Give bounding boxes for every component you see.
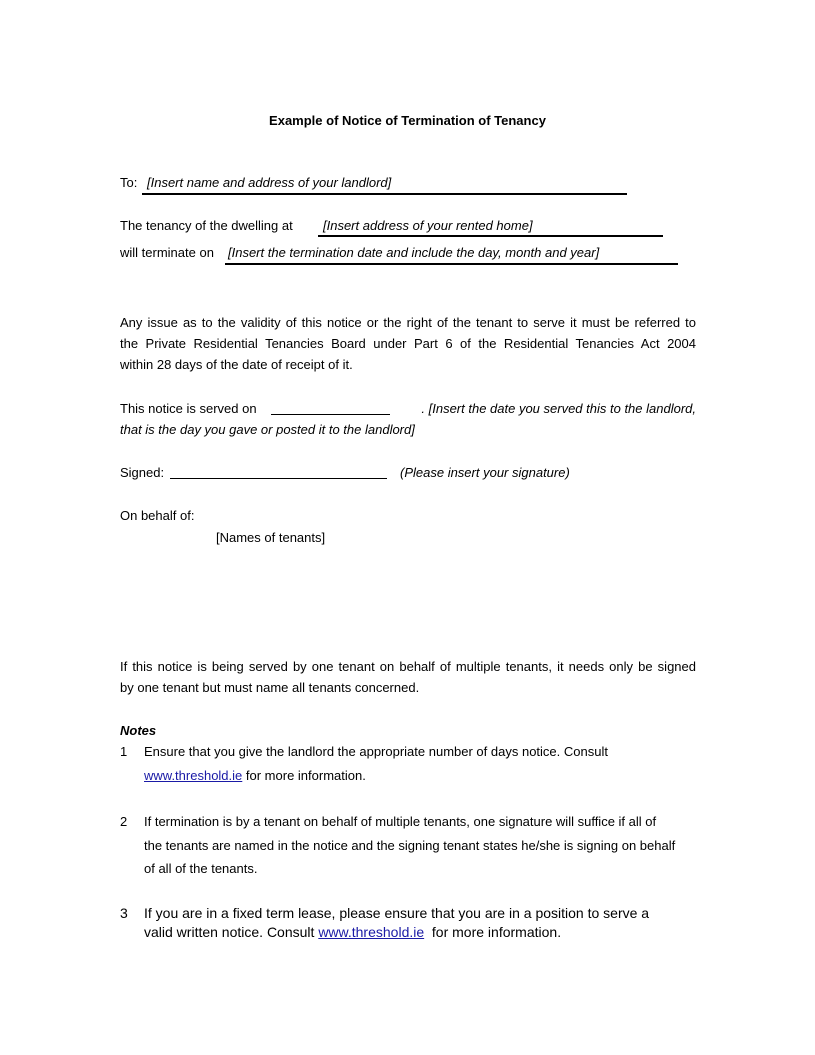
validity-line-1: Any issue as to the validity of this notice or the right of the tenant to serve it must be referred to [120,315,696,330]
note-3-threshold-link[interactable]: www.threshold.ie [318,924,425,940]
note-1-line-2 [144,768,366,784]
terminate-label: will terminate on [120,245,214,260]
to-label: To: [120,175,138,190]
note-3-line-2 [144,923,561,941]
note-1-line-2-rest: for more information. [242,768,366,783]
terminate-placeholder: [Insert the termination date and include the day, month and year] [228,245,600,260]
to-underline [142,193,627,195]
dwelling-label: The tenancy of the dwelling at [120,218,293,233]
signature-blank [170,478,387,479]
note-3-line-2-rest: for more information. [424,924,562,940]
signed-label: Signed: [120,465,165,480]
note-3-number: 3 [120,905,128,921]
behalf-label: On behalf of: [120,508,195,523]
tenants-placeholder: [Names of tenants] [216,530,326,545]
served-note-line-2: that is the day you gave or posted it to the landlord] [120,422,415,437]
dwelling-placeholder: [Insert address of your rented home] [323,218,533,233]
note-3-line-1: If you are in a fixed term lease, please ensure that you are in a position to serve a [144,905,650,921]
note-3-line-2-start: valid written notice. Consult [144,924,319,940]
note-1-number: 1 [120,744,128,759]
signed-note: (Please insert your signature) [400,465,570,480]
note-2-line-3: of all of the tenants. [144,861,258,876]
served-note-line-1: . [Insert the date you served this to the landlord, [421,401,696,416]
multi-line-2: by one tenant but must name all tenants concerned. [120,680,420,695]
terminate-underline [225,263,678,265]
served-date-blank [271,414,390,415]
dwelling-underline [318,235,663,237]
validity-line-3: within 28 days of the date of receipt of it. [120,357,353,372]
to-placeholder: [Insert name and address of your landlord] [147,175,392,190]
note-2-line-2: the tenants are named in the notice and the signing tenant states he/she is signing on behalf [144,838,676,853]
note-1-line-1: Ensure that you give the landlord the appropriate number of days notice. Consult [144,744,608,759]
validity-line-2: the Private Residential Tenancies Board under Part 6 of the Residential Tenancies Act 2004 [120,336,696,351]
served-label: This notice is served on [120,401,257,416]
note-2-number: 2 [120,814,128,829]
multi-line-1: If this notice is being served by one tenant on behalf of multiple tenants, it needs only be signed [120,659,696,674]
note-1-threshold-link[interactable]: www.threshold.ie [144,768,243,783]
notes-heading: Notes [120,723,157,738]
document-title: Example of Notice of Termination of Tenancy [269,113,546,128]
note-2-line-1: If termination is by a tenant on behalf of multiple tenants, one signature will suffice if all of [144,814,657,829]
